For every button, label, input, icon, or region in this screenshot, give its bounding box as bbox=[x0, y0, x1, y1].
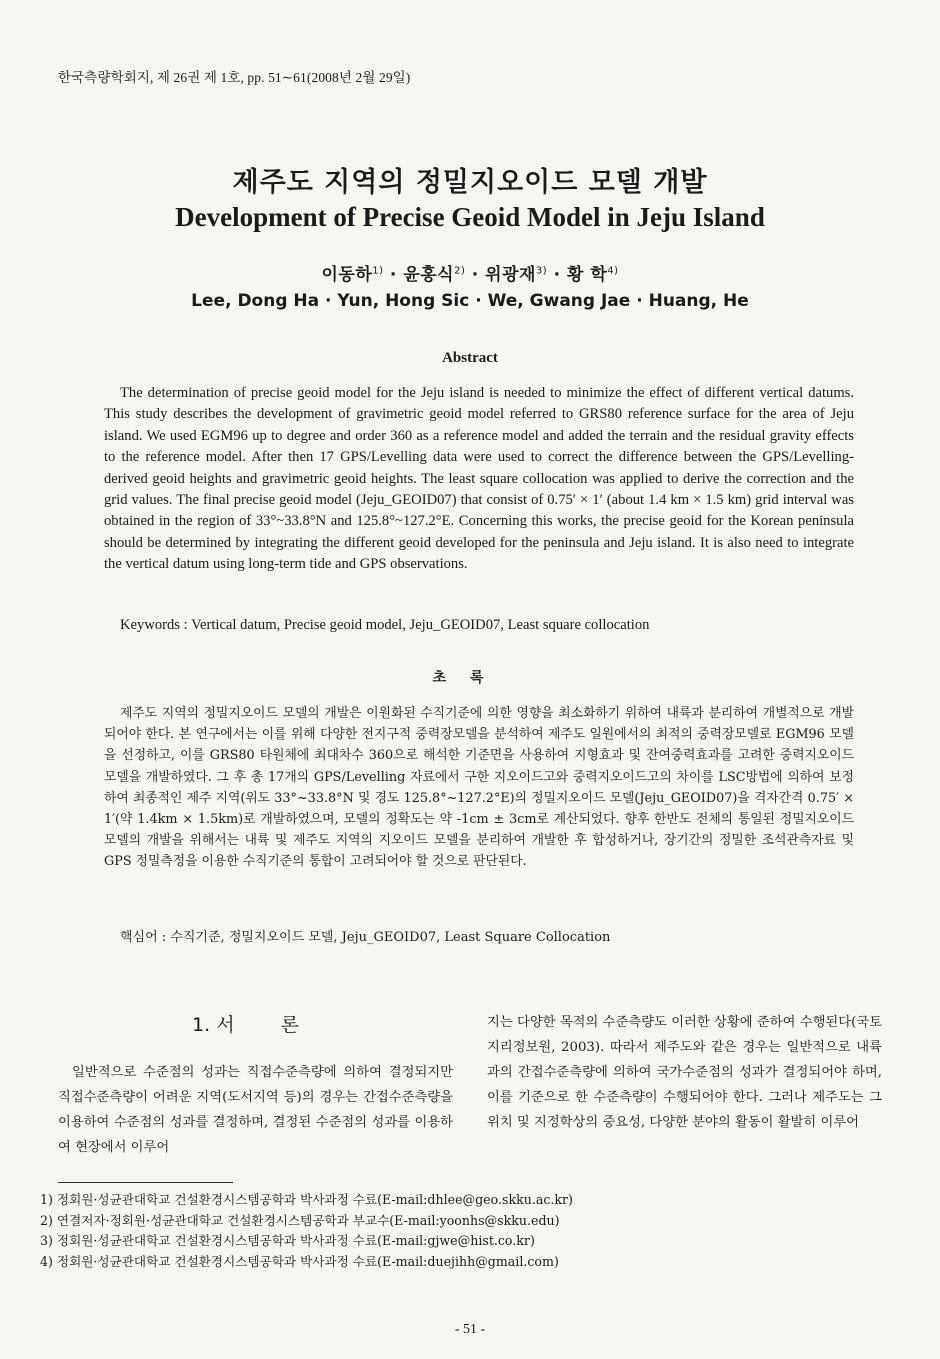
keywords-korean: 핵심어 : 수직기준, 정밀지오이드 모델, Jeju_GEOID07, Least Square Collocation bbox=[120, 930, 611, 945]
intro-right-column: 지는 다양한 목적의 수준측량도 이러한 상황에 준하여 수행된다(국토지리정보원, 2003). 따라서 제주도와 같은 경우는 일반적으로 내륙과의 간접수준측량에 의하여 국가수준점의 성과가 결정되어야 하며, 이를 기준으로 한 수준측량이 수행되어야 한다. 그러나 제주도는 그 위치 및 지정학상의 중요성, 다양한 분야의 활동이 활발히 이루어 bbox=[487, 1015, 882, 1130]
author-2-mark: 2) bbox=[454, 265, 466, 277]
author-3: 위광재$^{3)}$ bbox=[485, 265, 548, 285]
footnote-3: 3) 정회원·성균관대학교 건설환경시스템공학과 박사과정 수료(E-mail:gjwe@hist.co.kr) bbox=[40, 1233, 535, 1248]
footnote-2: 2) 연결저자·정회원·성균관대학교 건설환경시스템공학과 부교수(E-mail:yoonhs@skku.edu) bbox=[40, 1212, 560, 1228]
intro-left-column: 일반적으로 수준점의 성과는 직접수준측량에 의하여 결정되지만 직접수준측량이 어려운 지역(도서지역 등)의 경우는 간접수준측량을 이용하여 수준점의 성과를 결정하며, 결정된 수준점의 성과를 이용하여 현장에서 이루어 bbox=[58, 1065, 453, 1155]
footnote-4: 4) 정회원·성균관대학교 건설환경시스템공학과 박사과정 수료(E-mail:duejihh@gmail.com) bbox=[40, 1253, 559, 1269]
author-separator: · bbox=[547, 265, 567, 285]
author-separator: · bbox=[383, 265, 404, 285]
author-4-mark: 4) bbox=[607, 265, 619, 277]
footnotes bbox=[40, 1190, 860, 1272]
section-number: 1. bbox=[192, 1014, 211, 1036]
author-2: 윤홍식$^{2)}$ bbox=[403, 265, 466, 285]
author-separator: · bbox=[465, 265, 486, 285]
section-title: 서 론 bbox=[216, 1014, 319, 1036]
chorok-heading: 초록 bbox=[432, 670, 508, 686]
footnote-divider bbox=[58, 1182, 233, 1183]
author-1-mark: 1) bbox=[372, 265, 384, 277]
keywords-english: Keywords : Vertical datum, Precise geoid model, Jeju_GEOID07, Least square collocation bbox=[120, 617, 650, 633]
chorok-body: 제주도 지역의 정밀지오이드 모델의 개발은 이원화된 수직기준에 의한 영향을 최소화하기 위하여 내륙과 분리하여 개별적으로 개발되어야 한다. 본 연구에서는 이를 위해 다양한 전지구적 중력장모델을 분석하여 제주도 일원에서의 최적의 중력장모델로 EGM96 모델을 선정하고, 이를 GRS80 타원체에 최대차수 360으로 해석한 기준면을 사용하여 지형효과 및 잔여중력효과를 고려한 중력지오이드 모델을 개발하였다. 그 후 총 17개의 GPS/Levelling 자료에서 구한 지오이드고와 중력지오이드고의 차이를 LSC방법에 의하여 보정하여 최종적인 제주 지역(위도 33°~33.8°N 및 경도 125.8°~127.2°E)의 정밀지오이드 모델(Jeju_GEOID07)을 격자간격 0.75′ × 1′(약 1.4km × 1.5km)로 개발하였으며, 모델의 정확도는 약 -1cm ± 3cm로 계산되었다. 향후 한반도 전체의 통일된 정밀지오이드 모델의 개발을 위해서는 내륙 및 제주도 지역의 지오이드 모델을 분리하여 개발한 후 합성하거나, 장기간의 정밀한 조석관측자료 및 GPS 정밀측정을 이용한 수직기준의 통합이 고려되어야 할 것으로 판단된다. bbox=[104, 706, 854, 870]
page-number: - 51 - bbox=[454, 1322, 486, 1337]
section-heading bbox=[58, 1010, 453, 1037]
authors-english: Lee, Dong Ha · Yun, Hong Sic · We, Gwang Jae · Huang, He bbox=[191, 291, 749, 311]
journal-header: 한국측량학회지, 제 26권 제 1호, pp. 51∼61(2008년 2월 29일) bbox=[58, 70, 411, 85]
author-3-mark: 3) bbox=[535, 265, 548, 277]
title-korean: 제주도 지역의 정밀지오이드 모델 개발 bbox=[232, 167, 708, 198]
abstract-heading: Abstract bbox=[442, 350, 498, 366]
author-1: 이동하$^{1)}$ bbox=[321, 265, 384, 285]
author-4: 황 학$^{4)}$ bbox=[567, 265, 619, 285]
title-english: Development of Precise Geoid Model in Jeju Island bbox=[175, 202, 765, 232]
authors-korean bbox=[0, 260, 940, 285]
abstract-body: The determination of precise geoid model for the Jeju island is needed to minimize the effect of different vertical datums. This study describes the development of gravimetric geoid model referred to GRS80 reference surface for the area of Jeju island. We used EGM96 up to degree and order 360 as a reference model and added the terrain and the residual gravity effects to the reference model. After then 17 GPS/Levelling data were used to correct the difference between the GPS/Levelling-derived geoid heights and gravimetric geoid heights. The least square collocation was applied to derive the correction and the grid values. The final precise geoid model (Jeju_GEOID07) that consist of 0.75′ × 1′ (about 1.4 km × 1.5 km) grid interval was obtained in the region of 33°~33.8°N and 125.8°~127.2°E. Concerning this works, the precise geoid for the Korean peninsula should be determined by integrating the different geoid developed for the peninsula and Jeju island. It is also need to integrate the vertical datum using long-term tide and GPS observations. bbox=[104, 385, 854, 573]
footnote-1: 1) 정회원·성균관대학교 건설환경시스템공학과 박사과정 수료(E-mail:dhlee@geo.skku.ac.kr) bbox=[40, 1192, 573, 1207]
